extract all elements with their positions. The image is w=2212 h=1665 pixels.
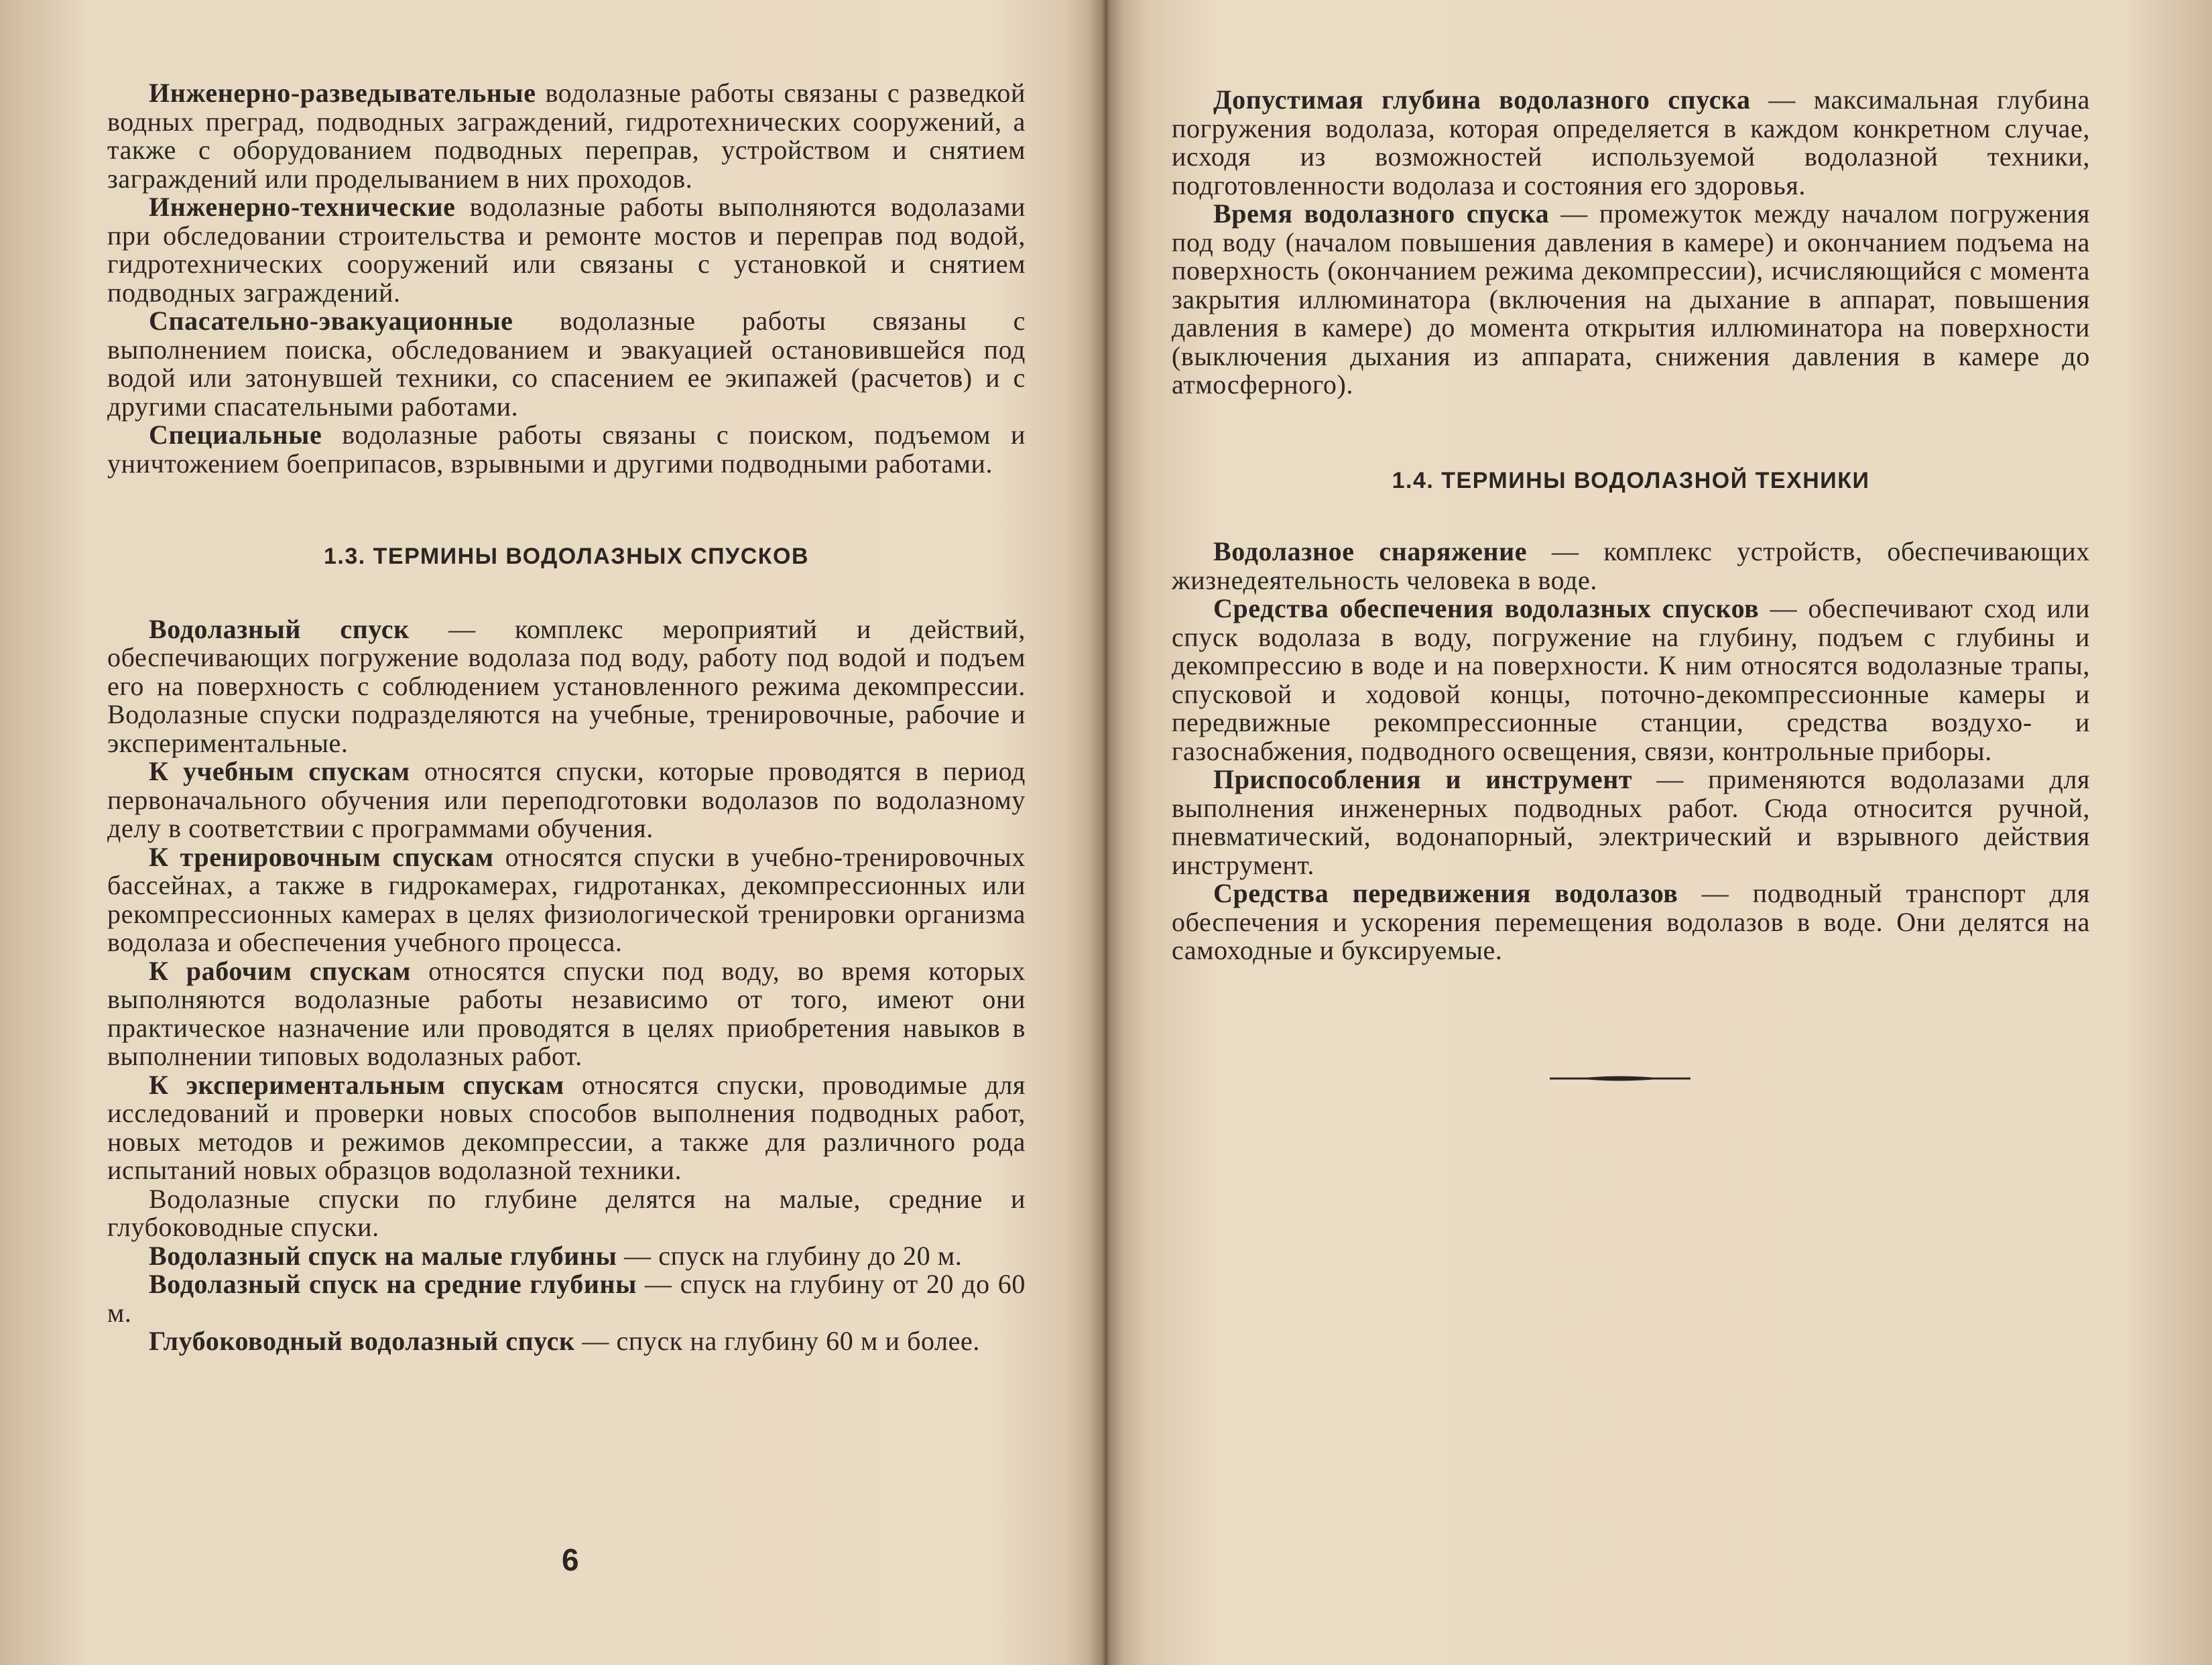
definition-text: относятся спуски под воду, во время которых выполняются водолазные работы независимо от того, имеют они практическое назначение или проводятся в целях приобретения навыков в выполнении типовых водолазных работ. [107, 955, 1026, 1071]
paragraph [107, 307, 1026, 421]
right-paragraphs-bottom [1172, 538, 2090, 965]
term: К рабочим спускам [149, 955, 411, 986]
right-text-column [1172, 86, 2090, 965]
left-text-column [107, 79, 1026, 1356]
paragraph [1172, 200, 2090, 399]
definition-text: относятся спуски, которые проводятся в период первоначального обучения или переподготовки водолазов по водолазному делу в соответствии с программами обучения. [107, 756, 1026, 843]
definition-text: — подводный транспорт для обеспечения и ускорения перемещения водолазов в воде. Они делятся на самоходные и буксируемые. [1172, 878, 2090, 965]
definition-text: — спуск на глубину от 20 до 60 м. [107, 1269, 1026, 1328]
definition-text: водолазные работы выполняются водолазами при обследовании строительства и ремонте мостов и переправ под водой, гидротехнических сооружений или связаны с установкой и снятием подводных заграждений. [107, 192, 1026, 308]
term: К экспериментальным спускам [149, 1069, 564, 1100]
definition-text: — спуск на глубину 60 м и более. [574, 1326, 980, 1356]
paragraph [1172, 595, 2090, 765]
definition-text: водолазные работы связаны с поиском, подъемом и уничтожением боеприпасов, взрывными и другими подводными работами. [107, 420, 1026, 479]
definition-text: водолазные работы связаны с разведкой водных преград, подводных заграждений, гидротехнических сооружений, а также с оборудованием подводных переправ, устройством и снятием заграждений или проделыванием в них проходов. [107, 78, 1026, 194]
paragraph [107, 1242, 1026, 1271]
section-heading-1-3: 1.3. ТЕРМИНЫ ВОДОЛАЗНЫХ СПУСКОВ [323, 544, 810, 569]
paragraph [1172, 879, 2090, 965]
definition-text: — максимальная глубина погружения водолаза, которая определяется в каждом конкретном случае, исходя из возможностей используемой водолазной техники, подготовленности водолаза и состояния его здоровья. [1172, 84, 2091, 200]
term: Инженерно-технические [149, 192, 456, 222]
paragraph [1172, 86, 2090, 200]
paragraph [107, 421, 1026, 478]
term: Водолазный спуск на малые глубины [149, 1240, 617, 1271]
term: К учебным спускам [149, 756, 410, 786]
definition-text: — комплекс устройств, обеспечивающих жизнедеятельность человека в воде. [1172, 536, 2091, 595]
definition-text: относятся спуски, проводимые для исследований и проверки новых способов выполнения подводных работ, новых методов и режимов декомпрессии, а также для различного рода испытаний новых образцов водолазной техники. [107, 1069, 1026, 1185]
paragraph [107, 1185, 1026, 1242]
section-heading-1-4: 1.4. ТЕРМИНЫ ВОДОЛАЗНОЙ ТЕХНИКИ [1392, 467, 1870, 493]
paragraph [107, 1327, 1026, 1356]
definition-text: — обеспечивают сход или спуск водолаза в воду, погружение на глубину, подъем с глубины и декомпрессию в воде и на поверхности. К ним относятся водолазные трапы, спусковой и ходовой концы, поточно-декомпрессионные камеры и передвижные рекомпрессионные станции, средства воздухо- и газоснабжения, подводного освещения, связи, контрольные приборы. [1172, 593, 2090, 766]
definition-text: — применяются водолазами для выполнения инженерных подводных работ. Сюда относится ручной, пневматический, водонапорный, электрический и взрывного действия инструмент. [1172, 764, 2091, 880]
right-paragraphs-top [1172, 86, 2090, 399]
term: Глубоководный водолазный спуск [149, 1326, 575, 1356]
term: Средства передвижения водолазов [1213, 878, 1678, 908]
term: Водолазный спуск на средние глубины [149, 1269, 637, 1299]
paragraph [107, 1270, 1026, 1327]
definition-text: — комплекс мероприятий и действий, обеспечивающих погружение водолаза под воду, работу под водой и подъем его на поверхность с соблюдением установленного режима декомпрессии. Водолазные спуски подразделяются на учебные, тренировочные, рабочие и экспериментальные. [107, 613, 1026, 758]
term: Специальные [149, 420, 322, 450]
definition-text: Водолазные спуски по глубине делятся на малые, средние и глубоководные спуски. [107, 1183, 1026, 1242]
term: Инженерно-разведывательные [149, 78, 536, 108]
paragraph [107, 193, 1026, 307]
definition-text: — спуск на глубину до 20 м. [617, 1240, 963, 1271]
term: К тренировочным спускам [149, 841, 494, 872]
term: Приспособления и инструмент [1213, 764, 1633, 794]
paragraph [107, 843, 1026, 957]
definition-text: водолазные работы связаны с выполнением поиска, обследованием и эвакуацией остановившейся под водой или затонувшей техники, со спасением ее экипажей (расчетов) и с другими спасательными работами. [107, 306, 1026, 422]
term: Спасательно-эвакуационные [149, 306, 513, 336]
term: Время водолазного спуска [1213, 198, 1550, 229]
paragraph [1172, 538, 2090, 595]
term: Допустимая глубина водолазного спуска [1213, 84, 1751, 115]
paragraph [107, 957, 1026, 1071]
definition-text: — промежуток между началом погружения под воду (началом повышения давления в камере) и окончанием подъема на поверхность (окончанием режима декомпрессии), исчисляющийся с момента закрытия иллюминатора (включения на дыхание в аппарат, повышения давления в камере) до момента открытия иллюминатора на поверхности (выключения дыхания из аппарата, снижения давления в камере до атмосферного). [1172, 198, 2090, 399]
page-number: 6 [562, 1542, 579, 1577]
paragraph [1172, 765, 2090, 879]
paragraph [107, 79, 1026, 193]
term: Водолазное снаряжение [1213, 536, 1528, 566]
right-page [1106, 0, 2212, 1665]
left-paragraphs-bottom [107, 615, 1026, 1356]
definition-text: относятся спуски в учебно-тренировочных бассейнах, а также в гидрокамерах, гидротанках, декомпрессионных или рекомпрессионных камерах в целях физиологической тренировки организма водолаза и обеспечения учебного процесса. [107, 841, 1026, 957]
term: Водолазный спуск [149, 613, 410, 644]
end-ornament [1550, 1072, 1691, 1085]
term: Средства обеспечения водолазных спусков [1213, 593, 1760, 623]
paragraph [107, 757, 1026, 843]
paragraph [107, 1071, 1026, 1185]
paragraph [107, 615, 1026, 758]
left-paragraphs-top [107, 79, 1026, 478]
